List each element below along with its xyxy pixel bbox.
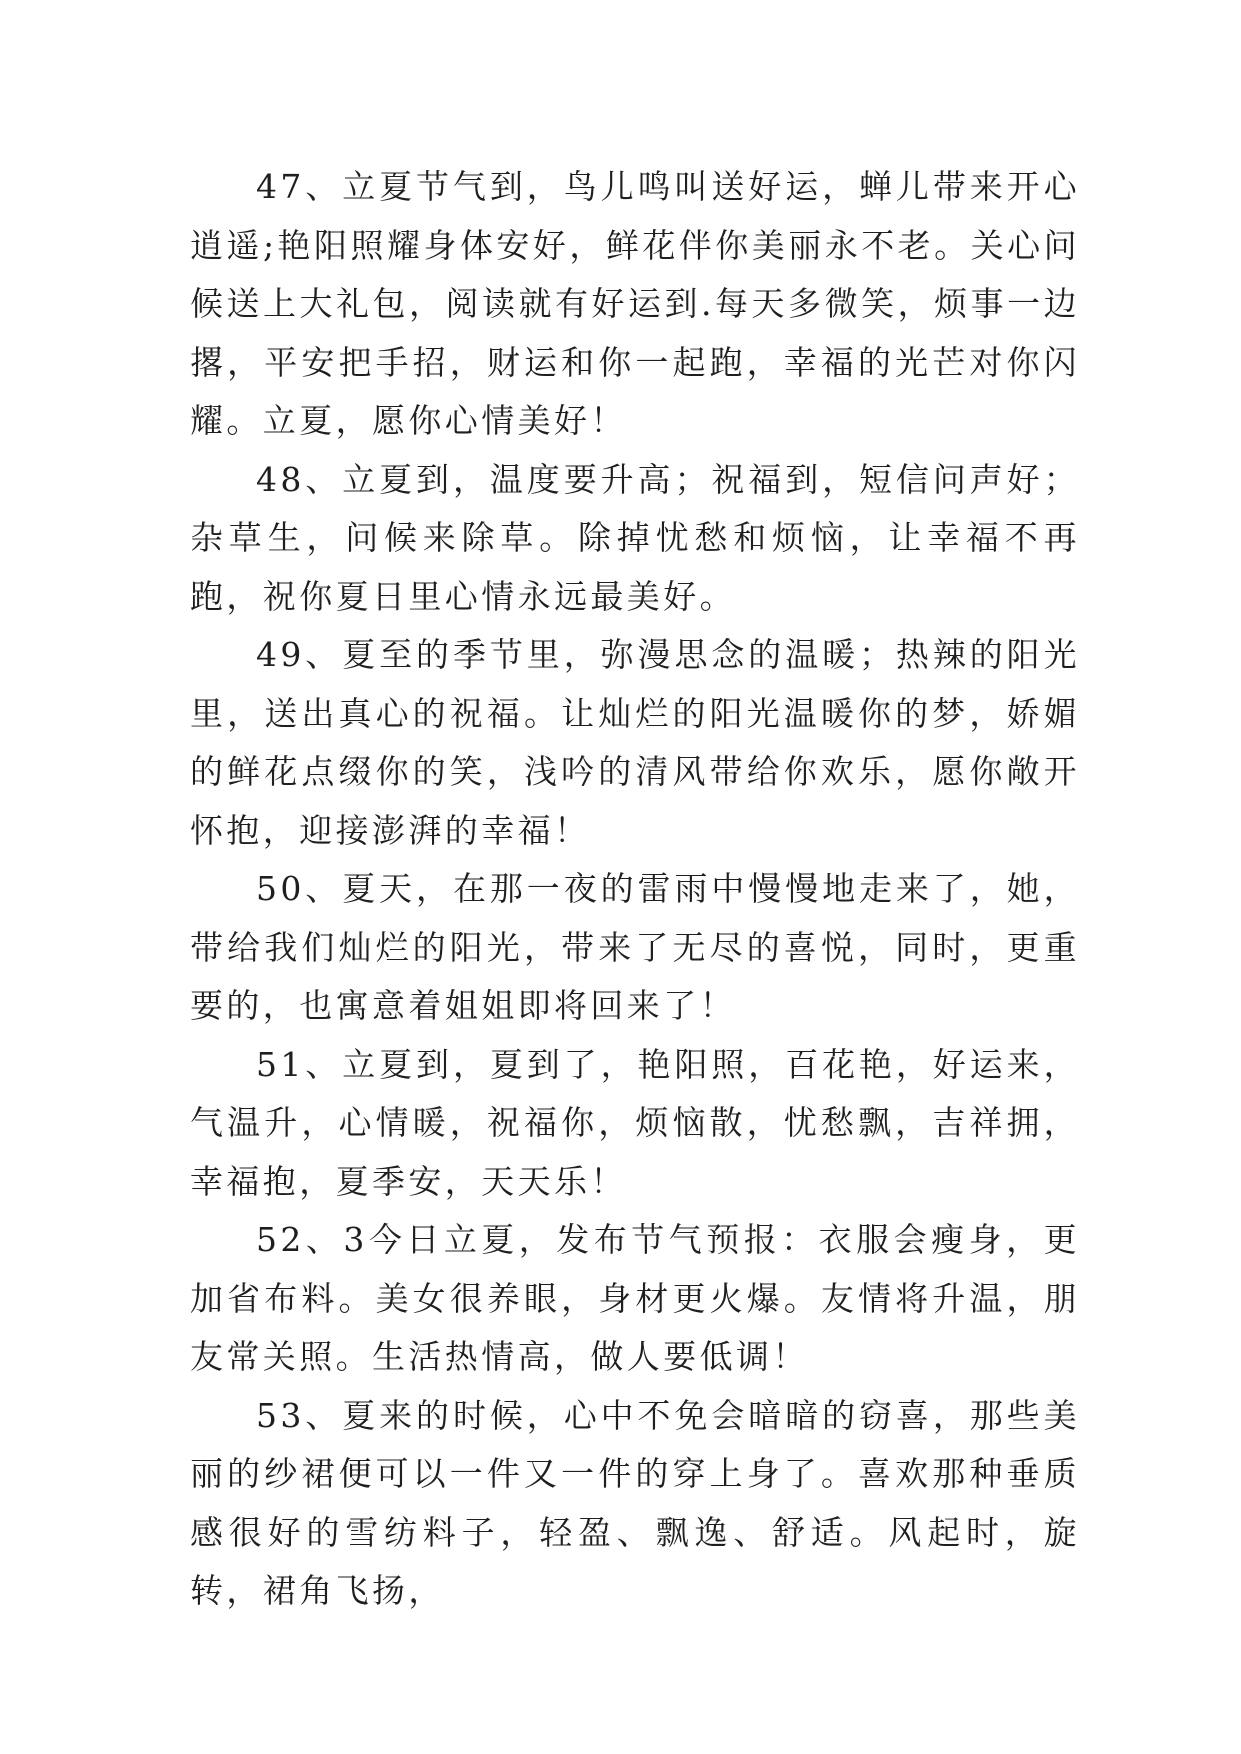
paragraph-47: 47、立夏节气到，鸟儿鸣叫送好运，蝉儿带来开心逍遥;艳阳照耀身体安好，鲜花伴你美丽永不老。关心问候送上大礼包，阅读就有好运到.每天多微笑，烦事一边撂，平安把手招，财运和你一起跑，幸福的光芒对你闪耀。立夏，愿你心情美好！	[190, 167, 1080, 440]
paragraph-53: 53、夏来的时候，心中不免会暗暗的窃喜，那些美丽的纱裙便可以一件又一件的穿上身了。喜欢那种垂质感很好的雪纺料子，轻盈、飘逸、舒适。风起时，旋转，裙角飞扬，	[190, 1395, 1080, 1610]
paragraph-51: 51、立夏到，夏到了，艳阳照，百花艳，好运来，气温升，心情暖，祝福你，烦恼散，忧愁飘，吉祥拥，幸福抱，夏季安，天天乐！	[190, 1044, 1080, 1201]
paragraph-49: 49、夏至的季节里，弥漫思念的温暖；热辣的阳光里，送出真心的祝福。让灿烂的阳光温暖你的梦，娇媚的鲜花点缀你的笑，浅吟的清风带给你欢乐，愿你敞开怀抱，迎接澎湃的幸福！	[190, 635, 1080, 850]
paragraph-52: 52、3今日立夏，发布节气预报：衣服会瘦身，更加省布料。美女很养眼，身材更火爆。友情将升温，朋友常关照。生活热情高，做人要低调！	[190, 1220, 1080, 1376]
paragraph-48: 48、立夏到，温度要升高；祝福到，短信问声好；杂草生，问候来除草。除掉忧愁和烦恼，让幸福不再跑，祝你夏日里心情永远最美好。	[190, 459, 1080, 616]
paragraph-50: 50、夏天，在那一夜的雷雨中慢慢地走来了，她，带给我们灿烂的阳光，带来了无尽的喜悦，同时，更重要的，也寓意着姐姐即将回来了！	[190, 869, 1080, 1025]
document-page	[190, 158, 1080, 1621]
